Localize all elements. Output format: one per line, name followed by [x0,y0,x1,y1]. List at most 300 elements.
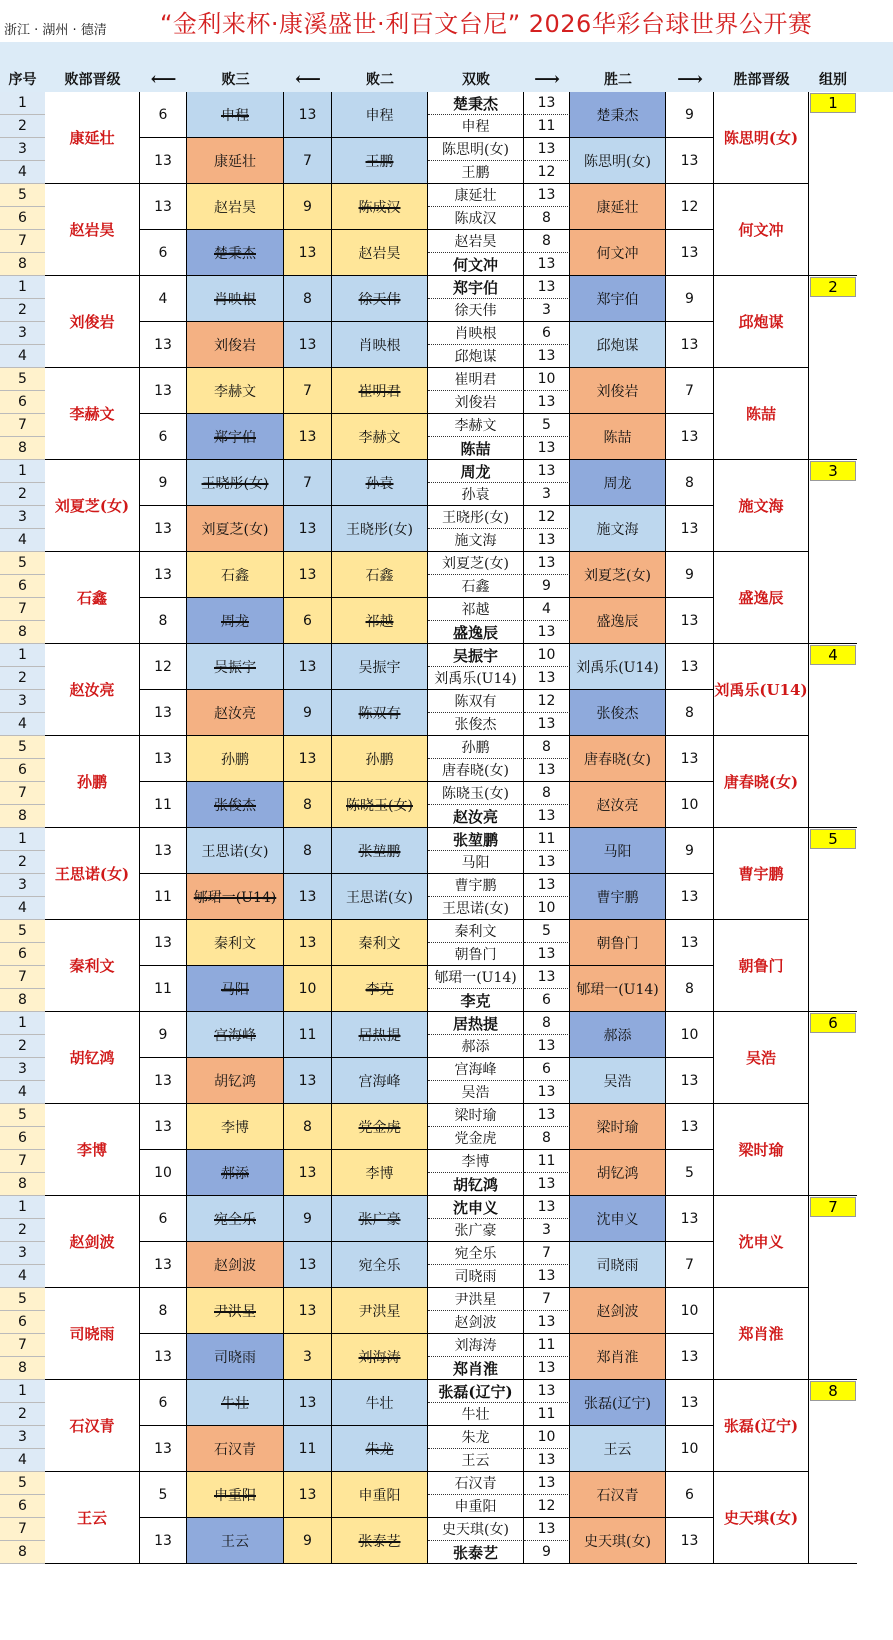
lb-advance-player: 王思诺(女) [45,828,140,920]
row-seq-number: 8 [0,1541,45,1564]
double-loss-score: 5 [524,414,570,437]
row-seq-number: 7 [0,966,45,989]
loss3-score: 6 [140,92,187,138]
loss3-score: 10 [140,1150,187,1196]
double-loss-score: 8 [524,1012,570,1035]
lb-advance-player: 李赫文 [45,368,140,460]
loss3-player: 孙鹏 [187,736,284,782]
loss3-player: 申重阳 [187,1472,284,1518]
wb-advance-player: 沈申义 [714,1196,809,1288]
group-column [809,1196,857,1380]
double-loss-score: 13 [524,391,570,414]
col-header-wb-advance: 胜部晋级 [733,72,790,88]
win2-player: 刘夏芝(女) [570,552,666,598]
win2-player: 郝添 [570,1012,666,1058]
group-column [809,644,857,828]
double-loss-player: 吴浩 [428,1081,524,1104]
win2-score: 13 [666,138,714,184]
double-loss-player: 赵岩昊 [428,230,524,253]
loss2-score: 8 [284,276,332,322]
double-loss-score: 11 [524,1334,570,1357]
wb-advance-player: 陈思明(女) [714,92,809,184]
col-header-loss2: 败二 [366,72,394,88]
row-seq-number: 5 [0,552,45,575]
row-seq-number: 3 [0,1242,45,1265]
loss3-score: 13 [140,184,187,230]
win2-score: 10 [666,1012,714,1058]
win2-score: 13 [666,874,714,920]
row-seq-number: 7 [0,1150,45,1173]
lb-advance-player: 胡钇鸿 [45,1012,140,1104]
double-loss-score: 5 [524,920,570,943]
row-seq-number: 8 [0,253,45,276]
loss3-player: 王晓彤(女) [187,460,284,506]
loss3-player: 刘俊岩 [187,322,284,368]
double-loss-score: 11 [524,828,570,851]
win2-player: 盛逸辰 [570,598,666,644]
row-seq-number: 3 [0,138,45,161]
double-loss-score: 13 [524,1518,570,1541]
double-loss-player: 郇珺一(U14) [428,966,524,989]
group-column [809,460,857,644]
loss2-score: 7 [284,460,332,506]
double-loss-player: 曹宇鹏 [428,874,524,897]
loss2-player: 秦利文 [332,920,428,966]
double-loss-score: 11 [524,1150,570,1173]
loss2-score: 9 [284,690,332,736]
lb-advance-player: 司晓雨 [45,1288,140,1380]
double-loss-score: 3 [524,299,570,322]
double-loss-score: 13 [524,253,570,276]
lb-advance-player: 秦利文 [45,920,140,1012]
win2-score: 13 [666,920,714,966]
loss2-score: 10 [284,966,332,1012]
double-loss-player: 张磊(辽宁) [428,1380,524,1403]
double-loss-score: 13 [524,621,570,644]
wb-advance-player: 陈喆 [714,368,809,460]
wb-advance-player: 盛逸辰 [714,552,809,644]
double-loss-score: 3 [524,1219,570,1242]
stage-bar [0,42,893,68]
double-loss-score: 13 [524,1265,570,1288]
loss2-player: 李赫文 [332,414,428,460]
double-loss-score: 13 [524,460,570,483]
double-loss-player: 陈晓玉(女) [428,782,524,805]
loss2-player: 肖映根 [332,322,428,368]
loss3-player: 秦利文 [187,920,284,966]
double-loss-score: 13 [524,1081,570,1104]
win2-player: 赵剑波 [570,1288,666,1334]
win2-player: 朝鲁门 [570,920,666,966]
loss3-player: 李赫文 [187,368,284,414]
win2-player: 施文海 [570,506,666,552]
win2-player: 郑肖淮 [570,1334,666,1380]
double-loss-player: 史天琪(女) [428,1518,524,1541]
row-seq-number: 7 [0,598,45,621]
double-loss-score: 13 [524,851,570,874]
loss3-score: 13 [140,1334,187,1380]
double-loss-score: 8 [524,736,570,759]
loss2-player: 宛全乐 [332,1242,428,1288]
loss3-score: 9 [140,1012,187,1058]
loss3-score: 13 [140,506,187,552]
win2-player: 司晓雨 [570,1242,666,1288]
arrow-right-icon: ⟶ [677,69,703,90]
row-seq-number: 5 [0,1288,45,1311]
loss3-player: 楚秉杰 [187,230,284,276]
loss3-player: 康延壮 [187,138,284,184]
loss2-player: 陈成汉 [332,184,428,230]
row-seq-number: 3 [0,1058,45,1081]
loss3-score: 13 [140,1058,187,1104]
loss3-player: 申程 [187,92,284,138]
double-loss-score: 7 [524,1288,570,1311]
double-loss-player: 刘海涛 [428,1334,524,1357]
loss2-score: 13 [284,322,332,368]
double-loss-player: 邱炮谋 [428,345,524,368]
win2-score: 13 [666,1518,714,1564]
group-number-badge: 3 [810,461,856,481]
group-number-badge: 6 [810,1013,856,1033]
win2-score: 13 [666,1058,714,1104]
win2-player: 康延壮 [570,184,666,230]
loss2-score: 13 [284,506,332,552]
loss3-score: 11 [140,966,187,1012]
loss2-player: 徐天伟 [332,276,428,322]
row-seq-number: 8 [0,805,45,828]
row-seq-number: 8 [0,437,45,460]
win2-score: 8 [666,690,714,736]
win2-player: 沈申义 [570,1196,666,1242]
double-loss-score: 8 [524,230,570,253]
loss2-score: 13 [284,1288,332,1334]
row-seq-number: 6 [0,1495,45,1518]
loss3-score: 11 [140,874,187,920]
loss3-player: 石鑫 [187,552,284,598]
loss2-score: 13 [284,1472,332,1518]
wb-advance-player: 梁时瑜 [714,1104,809,1196]
double-loss-player: 陈思明(女) [428,138,524,161]
double-loss-score: 13 [524,529,570,552]
double-loss-score: 13 [524,713,570,736]
win2-score: 9 [666,552,714,598]
group-number-badge: 7 [810,1197,856,1217]
loss2-player: 张堃鹏 [332,828,428,874]
loss2-score: 13 [284,920,332,966]
double-loss-score: 6 [524,1058,570,1081]
win2-player: 梁时瑜 [570,1104,666,1150]
double-loss-player: 刘禹乐(U14) [428,667,524,690]
double-loss-score: 7 [524,1242,570,1265]
loss3-score: 13 [140,138,187,184]
win2-score: 6 [666,1472,714,1518]
win2-score: 12 [666,184,714,230]
win2-player: 张俊杰 [570,690,666,736]
double-loss-player: 周龙 [428,460,524,483]
row-seq-number: 2 [0,851,45,874]
double-loss-player: 刘俊岩 [428,391,524,414]
wb-advance-player: 施文海 [714,460,809,552]
double-loss-player: 朱龙 [428,1426,524,1449]
loss2-player: 宫海峰 [332,1058,428,1104]
row-seq-number: 4 [0,161,45,184]
win2-player: 吴浩 [570,1058,666,1104]
row-seq-number: 6 [0,1311,45,1334]
win2-player: 郇珺一(U14) [570,966,666,1012]
double-loss-player: 石汉青 [428,1472,524,1495]
group-column [809,1380,857,1564]
double-loss-player: 盛逸辰 [428,621,524,644]
win2-score: 13 [666,230,714,276]
lb-advance-player: 石汉青 [45,1380,140,1472]
double-loss-player: 李克 [428,989,524,1012]
loss3-player: 赵汝亮 [187,690,284,736]
double-loss-score: 13 [524,1380,570,1403]
win2-score: 13 [666,644,714,690]
row-seq-number: 1 [0,1196,45,1219]
loss2-score: 7 [284,138,332,184]
wb-advance-player: 朝鲁门 [714,920,809,1012]
row-seq-number: 7 [0,414,45,437]
double-loss-score: 9 [524,1541,570,1564]
loss3-player: 石汉青 [187,1426,284,1472]
loss3-player: 郇珺一(U14) [187,874,284,920]
double-loss-player: 肖映根 [428,322,524,345]
double-loss-player: 张俊杰 [428,713,524,736]
wb-advance-player: 史天琪(女) [714,1472,809,1564]
lb-advance-player: 康延壮 [45,92,140,184]
loss2-player: 李博 [332,1150,428,1196]
loss2-player: 张泰艺 [332,1518,428,1564]
win2-score: 13 [666,1196,714,1242]
win2-score: 13 [666,506,714,552]
row-seq-number: 8 [0,989,45,1012]
double-loss-score: 3 [524,483,570,506]
win2-score: 9 [666,276,714,322]
win2-player: 陈思明(女) [570,138,666,184]
win2-player: 周龙 [570,460,666,506]
double-loss-player: 梁时瑜 [428,1104,524,1127]
loss3-score: 13 [140,736,187,782]
loss2-score: 6 [284,598,332,644]
row-seq-number: 1 [0,1012,45,1035]
loss3-score: 13 [140,1518,187,1564]
loss3-player: 牛壮 [187,1380,284,1426]
loss2-score: 13 [284,92,332,138]
loss3-score: 13 [140,920,187,966]
double-loss-score: 12 [524,690,570,713]
col-header-loss3: 败三 [221,72,250,88]
double-loss-score: 13 [524,1104,570,1127]
double-loss-score: 12 [524,161,570,184]
loss2-player: 王鹏 [332,138,428,184]
double-loss-player: 郑宇伯 [428,276,524,299]
row-seq-number: 1 [0,460,45,483]
loss3-score: 6 [140,230,187,276]
double-loss-player: 陈双有 [428,690,524,713]
win2-score: 7 [666,368,714,414]
loss2-player: 李克 [332,966,428,1012]
double-loss-score: 6 [524,989,570,1012]
row-seq-number: 3 [0,690,45,713]
loss2-score: 8 [284,828,332,874]
row-seq-number: 6 [0,759,45,782]
column-header-row [0,68,893,92]
double-loss-score: 6 [524,322,570,345]
double-loss-player: 张堃鹏 [428,828,524,851]
double-loss-player: 牛壮 [428,1403,524,1426]
group-number-badge: 2 [810,277,856,297]
loss3-score: 11 [140,782,187,828]
loss3-score: 13 [140,552,187,598]
double-loss-player: 陈成汉 [428,207,524,230]
row-seq-number: 3 [0,874,45,897]
double-loss-player: 郝添 [428,1035,524,1058]
arrow-left-icon: ⟵ [150,69,177,90]
loss3-score: 8 [140,598,187,644]
loss2-score: 9 [284,1196,332,1242]
loss2-player: 朱龙 [332,1426,428,1472]
double-loss-player: 李博 [428,1150,524,1173]
double-loss-score: 8 [524,207,570,230]
wb-advance-player: 张磊(辽宁) [714,1380,809,1472]
loss2-player: 吴振宇 [332,644,428,690]
double-loss-score: 13 [524,437,570,460]
wb-advance-player: 曹宇鹏 [714,828,809,920]
double-loss-score: 13 [524,966,570,989]
double-loss-score: 4 [524,598,570,621]
win2-score: 9 [666,828,714,874]
win2-score: 13 [666,598,714,644]
double-loss-player: 张泰艺 [428,1541,524,1564]
row-seq-number: 4 [0,1449,45,1472]
loss3-player: 宫海峰 [187,1012,284,1058]
row-seq-number: 3 [0,1426,45,1449]
win2-score: 13 [666,1380,714,1426]
loss2-player: 牛壮 [332,1380,428,1426]
loss2-score: 13 [284,1058,332,1104]
row-seq-number: 1 [0,276,45,299]
double-loss-player: 刘夏芝(女) [428,552,524,575]
group-number-badge: 4 [810,645,856,665]
double-loss-player: 徐天伟 [428,299,524,322]
loss2-player: 党金虎 [332,1104,428,1150]
win2-player: 唐春晓(女) [570,736,666,782]
loss2-score: 3 [284,1334,332,1380]
double-loss-score: 13 [524,667,570,690]
loss3-player: 马阳 [187,966,284,1012]
group-column [809,276,857,460]
loss2-player: 刘海涛 [332,1334,428,1380]
loss3-player: 刘夏芝(女) [187,506,284,552]
double-loss-player: 司晓雨 [428,1265,524,1288]
win2-score: 10 [666,782,714,828]
loss2-player: 张广豪 [332,1196,428,1242]
loss2-score: 13 [284,1380,332,1426]
loss3-score: 13 [140,1242,187,1288]
win2-score: 10 [666,1288,714,1334]
loss2-score: 13 [284,1150,332,1196]
double-loss-score: 13 [524,805,570,828]
double-loss-score: 13 [524,184,570,207]
loss2-score: 13 [284,414,332,460]
row-seq-number: 8 [0,621,45,644]
loss3-player: 赵剑波 [187,1242,284,1288]
win2-player: 陈喆 [570,414,666,460]
win2-score: 13 [666,1104,714,1150]
double-loss-player: 陈喆 [428,437,524,460]
double-loss-player: 赵汝亮 [428,805,524,828]
double-loss-player: 申重阳 [428,1495,524,1518]
loss3-score: 9 [140,460,187,506]
double-loss-player: 王云 [428,1449,524,1472]
row-seq-number: 8 [0,1357,45,1380]
double-loss-score: 13 [524,1449,570,1472]
wb-advance-player: 郑肖淮 [714,1288,809,1380]
lb-advance-player: 王云 [45,1472,140,1564]
double-loss-score: 12 [524,506,570,529]
page-title: “金利来杯·康溪盛世·利百文台尼” 2026华彩台球世界公开赛 [160,10,813,38]
lb-advance-player: 刘夏芝(女) [45,460,140,552]
loss3-score: 13 [140,828,187,874]
loss2-score: 13 [284,230,332,276]
row-seq-number: 6 [0,1127,45,1150]
win2-score: 7 [666,1242,714,1288]
loss2-player: 王晓彤(女) [332,506,428,552]
row-seq-number: 4 [0,897,45,920]
loss3-score: 5 [140,1472,187,1518]
group-number-badge: 1 [810,93,856,113]
double-loss-score: 10 [524,1426,570,1449]
double-loss-score: 13 [524,1173,570,1196]
loss3-player: 周龙 [187,598,284,644]
row-seq-number: 4 [0,1265,45,1288]
win2-score: 5 [666,1150,714,1196]
loss3-score: 13 [140,1426,187,1472]
double-loss-player: 施文海 [428,529,524,552]
row-seq-number: 3 [0,506,45,529]
loss3-player: 吴振宇 [187,644,284,690]
double-loss-score: 8 [524,1127,570,1150]
loss2-player: 居热提 [332,1012,428,1058]
row-seq-number: 6 [0,391,45,414]
double-loss-player: 张广豪 [428,1219,524,1242]
win2-score: 8 [666,460,714,506]
win2-player: 张磊(辽宁) [570,1380,666,1426]
double-loss-player: 祁越 [428,598,524,621]
loss3-player: 王思诺(女) [187,828,284,874]
row-seq-number: 5 [0,736,45,759]
group-column [809,1012,857,1196]
loss2-player: 王思诺(女) [332,874,428,920]
row-seq-number: 1 [0,644,45,667]
loss2-score: 11 [284,1012,332,1058]
group-column [809,92,857,276]
group-number-badge: 8 [810,1381,856,1401]
loss3-player: 司晓雨 [187,1334,284,1380]
loss2-score: 11 [284,1426,332,1472]
row-seq-number: 2 [0,1403,45,1426]
loss3-score: 12 [140,644,187,690]
lb-advance-player: 李博 [45,1104,140,1196]
double-loss-player: 何文冲 [428,253,524,276]
loss2-player: 赵岩昊 [332,230,428,276]
double-loss-score: 13 [524,1196,570,1219]
double-loss-score: 10 [524,644,570,667]
loss3-player: 肖映根 [187,276,284,322]
double-loss-player: 康延壮 [428,184,524,207]
loss2-score: 9 [284,1518,332,1564]
